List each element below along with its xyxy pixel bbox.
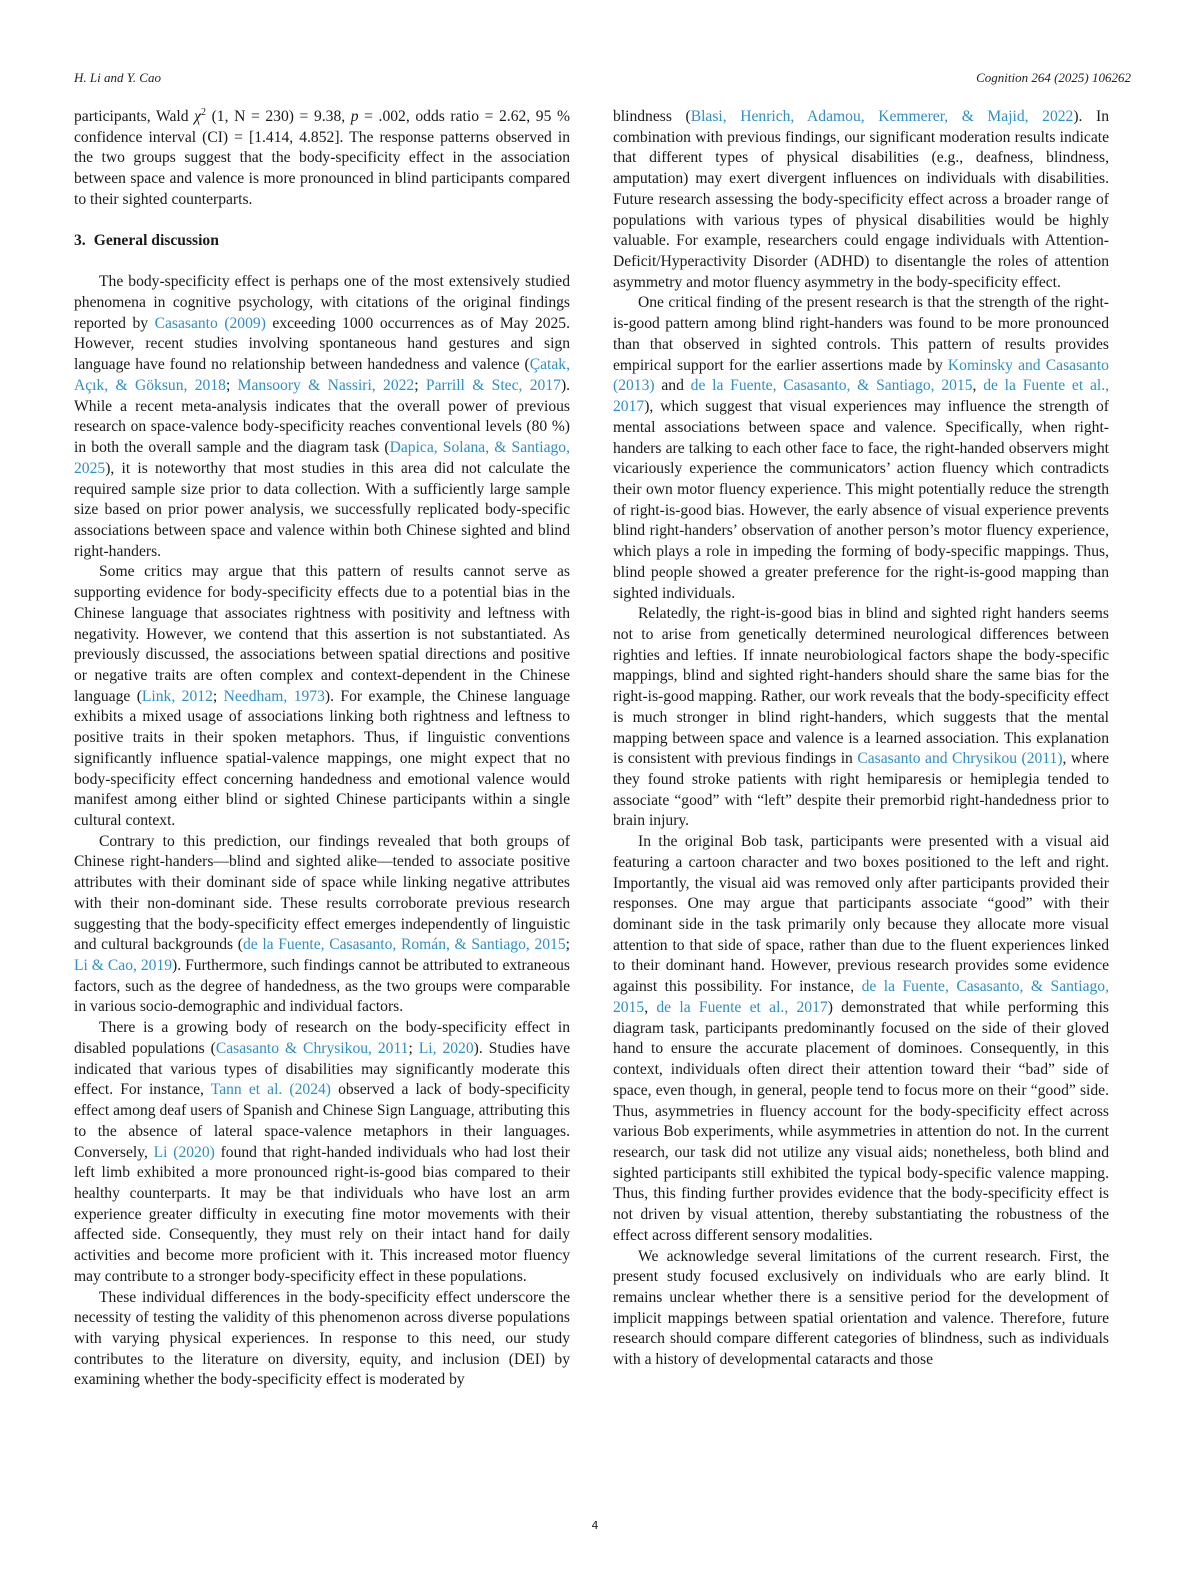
section-heading [74,231,570,252]
paragraph: In the original Bob task, participants were presented with a visual aid featuring a cartoon character and two boxes positioned to the left and right. Importantly, the visual aid was removed only after participants provided their responses. One may argue that participants associate “good” with their dominant side in the task primarily only because they allocate more visual attention to that side of space, rather than due to the fluent experiences linked to their dominant hand. However, previous research provides some evidence against this possibility. For instance, de la Fuente, Casasanto, & Santiago, 2015, de la Fuente et al., 2017) demonstrated that while performing this diagram task, participants predominantly focused on the side of their gloved hand to ensure the accurate placement of dominoes. Consequently, in this context, individuals often direct their attention toward their “bad” side of space, even though, in general, people tend to focus more on their “good” side. Thus, asymmetries in fluency account for the body-specificity effect across various Bob experiments, while asymmetries in attention do not. In the current research, our task did not utilize any visual aids; nonetheless, both blind and sighted participants still exhibited the typical body-specific valence mapping. Thus, this finding further provides evidence that the body-specificity effect is not driven by visual attention, thereby substantiating the robustness of the effect across different sensory modalities. [613,833,1109,1244]
running-head-authors: H. Li and Y. Cao [74,70,161,85]
citation-link[interactable]: Parrill & Stec, 2017 [425,376,561,394]
citation-link[interactable]: Mansoory & Nassiri, 2022 [237,376,415,394]
page-number: 4 [591,1519,599,1532]
citation-link[interactable]: de la Fuente, Casasanto, & Santiago, 2015 [690,377,973,395]
paragraph: These individual differences in the body-specificity effect underscore the necessity of testing the validity of this phenomenon across diverse populations with varying physical experiences. In response to this need, our study contributes to the literature on diversity, equity, and inclusion (DEI) by examining whether the body-specificity effect is moderated by [74,1288,570,1389]
paragraph: There is a growing body of research on the body-specificity effect in disabled populations (Casasanto & Chrysikou, 2011; Li, 2020). Studies have indicated that various types of disabilities may significantly moderate this effect. For instance, Tann et al. (2024) observed a lack of body-specificity effect among deaf users of Spanish and Chinese Sign Language, attributing this to the absence of lateral space-valence metaphors in their languages. Conversely, Li (2020) found that right-handed individuals who had lost their left limb exhibited a more pronounced right-is-good bias compared to their healthy counterparts. It may be that individuals who have lost an arm experience greater difficulty in executing fine motor movements with their affected side. Consequently, they must rely on their intact hand for daily activities and become more proficient with it. This increased motor fluency may contribute to a stronger body-specificity effect in these populations. [74,1019,570,1285]
paragraph: The body-specificity effect is perhaps one of the most extensively studied phenomena in cognitive psychology, with citations of the original findings reported by Casasanto (2009) exceeding 1000 occurrences as of May 2025. However, recent studies involving spontaneous hand gestures and sign language have found no relationship between handedness and valence (Çatak, Açık, & Göksun, 2018; Mansoory & Nassiri, 2022; Parrill & Stec, 2017). While a recent meta-analysis indicates that the overall power of previous research on space-valence body-specificity reaches conventional levels (80 %) in both the overall sample and the diagram task (Dapica, Solana, & Santiago, 2025), it is noteworthy that most studies in this area did not calculate the required sample size prior to data collection. With a sufficiently large sample size based on prior power analysis, we successfully replicated body-specific associations between space and valence within both Chinese sighted and blind right-handers. [74,273,571,560]
citation-link[interactable]: Tann et al. (2024) [210,1081,331,1099]
superscript: 2 [200,106,206,118]
paragraph: blindness (Blasi, Henrich, Adamou, Kemmerer, & Majid, 2022). In combination with previous findings, our significant moderation results indicate that different types of physical disabilities (e.g., deafness, blindness, amputation) may exert divergent influences on individuals with disabilities. Future research assessing the body-specificity effect across a broader range of populations with various types of physical disabilities would be highly valuable. For example, researchers could engage individuals with Attention-Deficit/Hyperactivity Disorder (ADHD) to disentangle the roles of attention asymmetry and motor fluency asymmetry in the body-specificity effect. [613,108,1109,291]
citation-link[interactable]: Needham, 1973 [223,687,325,705]
paragraph: We acknowledge several limitations of the current research. First, the present study focused exclusively on individuals who are early blind. It remains unclear whether there is a sensitive period for the development of implicit mappings between spatial orientation and valence. Therefore, future research should compare different categories of blindness, such as individuals with a history of developmental cataracts and those [613,1247,1109,1369]
citation-link[interactable]: Li & Cao, 2019 [74,957,173,975]
citation-link[interactable]: de la Fuente et al., 2017 [613,377,1109,416]
section-title: General discussion [93,231,219,249]
citation-link[interactable]: Dapica, Solana, & Santiago, 2025 [74,439,571,477]
results-continuation-paragraph: participants, Wald $\chi^2$ (1, N = 230) = 9.38, p = .002, odds ratio = 2.62, 95 % confidence interval (CI) = [1.414, 4.852]. The response patterns observed in the two groups suggest that the body-specificity effect in the association between space and valence is more pronounced in blind participants compared to their sighted counterparts. [74,106,570,208]
paragraph: Some critics may argue that this pattern of results cannot serve as supporting evidence for body-specificity effects due to a potential bias in the Chinese language that associates rightness with positivity and leftness with negativity. However, we contend that this assertion is not substantiated. As previously discussed, the associations between spatial directions and positive or negative traits are often complex and context-dependent in the Chinese language (Link, 2012; Needham, 1973). For example, the Chinese language exhibits a mixed usage of associations linking both rightness and leftness to positive traits in their spoken metaphors. Thus, if linguistic conventions significantly influence spatial-valence mappings, one might expect that no body-specificity effect concerning handedness and emotional valence would manifest among either blind or sighted Chinese participants within a single cultural context. [74,563,571,829]
paragraph: Contrary to this prediction, our findings revealed that both groups of Chinese right-handers—blind and sighted alike—tended to associate positive attributes with their dominant side of space while linking negative attributes with their non-dominant side. These results corroborate previous research suggesting that the body-specificity effect emerges independently of linguistic and cultural backgrounds (de la Fuente, Casasanto, Román, & Santiago, 2015; Li & Cao, 2019). Furthermore, such findings cannot be attributed to extraneous factors, such as the degree of handedness, as the two groups were comparable in various socio-demographic and individual factors. [74,832,570,1016]
citation-link[interactable]: de la Fuente, Casasanto, Román, & Santiago, 2015 [242,936,566,954]
citation-link[interactable]: Casasanto & Chrysikou, 2011 [215,1039,409,1057]
citation-link[interactable]: Blasi, Henrich, Adamou, Kemmerer, & Majid, 2022 [690,108,1074,125]
citation-link[interactable]: Link, 2012 [141,687,213,705]
citation-link[interactable]: Casasanto (2009) [154,314,266,332]
citation-link[interactable]: Kominsky and Casasanto (2013) [613,356,1109,395]
citation-link[interactable]: Çatak, Açık, & Göksun, 2018 [74,356,570,394]
left-column [74,107,570,1391]
running-head-journal: Cognition 264 (2025) 106262 [976,70,1131,85]
p-symbol: p [350,108,359,125]
right-column [613,107,1109,1371]
chi-symbol: χ [194,108,201,125]
citation-link[interactable]: Li, 2020 [418,1039,474,1057]
citation-link[interactable]: Li (2020) [153,1143,215,1161]
paragraph: One critical finding of the present research is that the strength of the right-is-good pattern among blind right-handers was found to be more pronounced than that observed in sighted controls. This pattern of results provides empirical support for the earlier assertions made by Kominsky and Casasanto (2013) and de la Fuente, Casasanto, & Santiago, 2015, de la Fuente et al., 2017), which suggest that visual experiences may influence the strength of mental associations between space and valence. Specifically, when right-handers are talking to each other face to face, the right-handed observers might vicariously experience the communicators’ action fluency which contradicts their own motor fluency experience. This might potentially reduce the strength of right-is-good bias. However, the early absence of visual experience prevents blind right-handers’ observation of another person’s motor fluency experience, which plays a role in impeding the forming of body-specific mappings. Thus, blind people showed a greater preference for the right-is-good mapping than sighted individuals. [613,294,1109,602]
citation-link[interactable]: Casasanto and Chrysikou (2011) [857,750,1063,768]
section-number: 3. [74,231,86,249]
paragraph: Relatedly, the right-is-good bias in blind and sighted right handers seems not to arise from genetically determined neurological differences between righties and lefties. If innate neurobiological factors shape the body-specific mappings, blind and sighted right-handers should share the same bias for the right-is-good mapping. Rather, our work reveals that the body-specificity effect is much stronger in blind right-handers, which suggests that the mental mapping between space and valence is a learned association. This explanation is consistent with previous findings in Casasanto and Chrysikou (2011), where they found stroke patients with right hemiparesis or hemiplegia tended to associate “good” with “left” despite their premorbid right-handedness prior to brain injury. [613,605,1109,830]
citation-link[interactable]: de la Fuente et al., 2017 [656,998,828,1016]
citation-link[interactable]: de la Fuente, Casasanto, & Santiago, 2015 [613,978,1109,1016]
